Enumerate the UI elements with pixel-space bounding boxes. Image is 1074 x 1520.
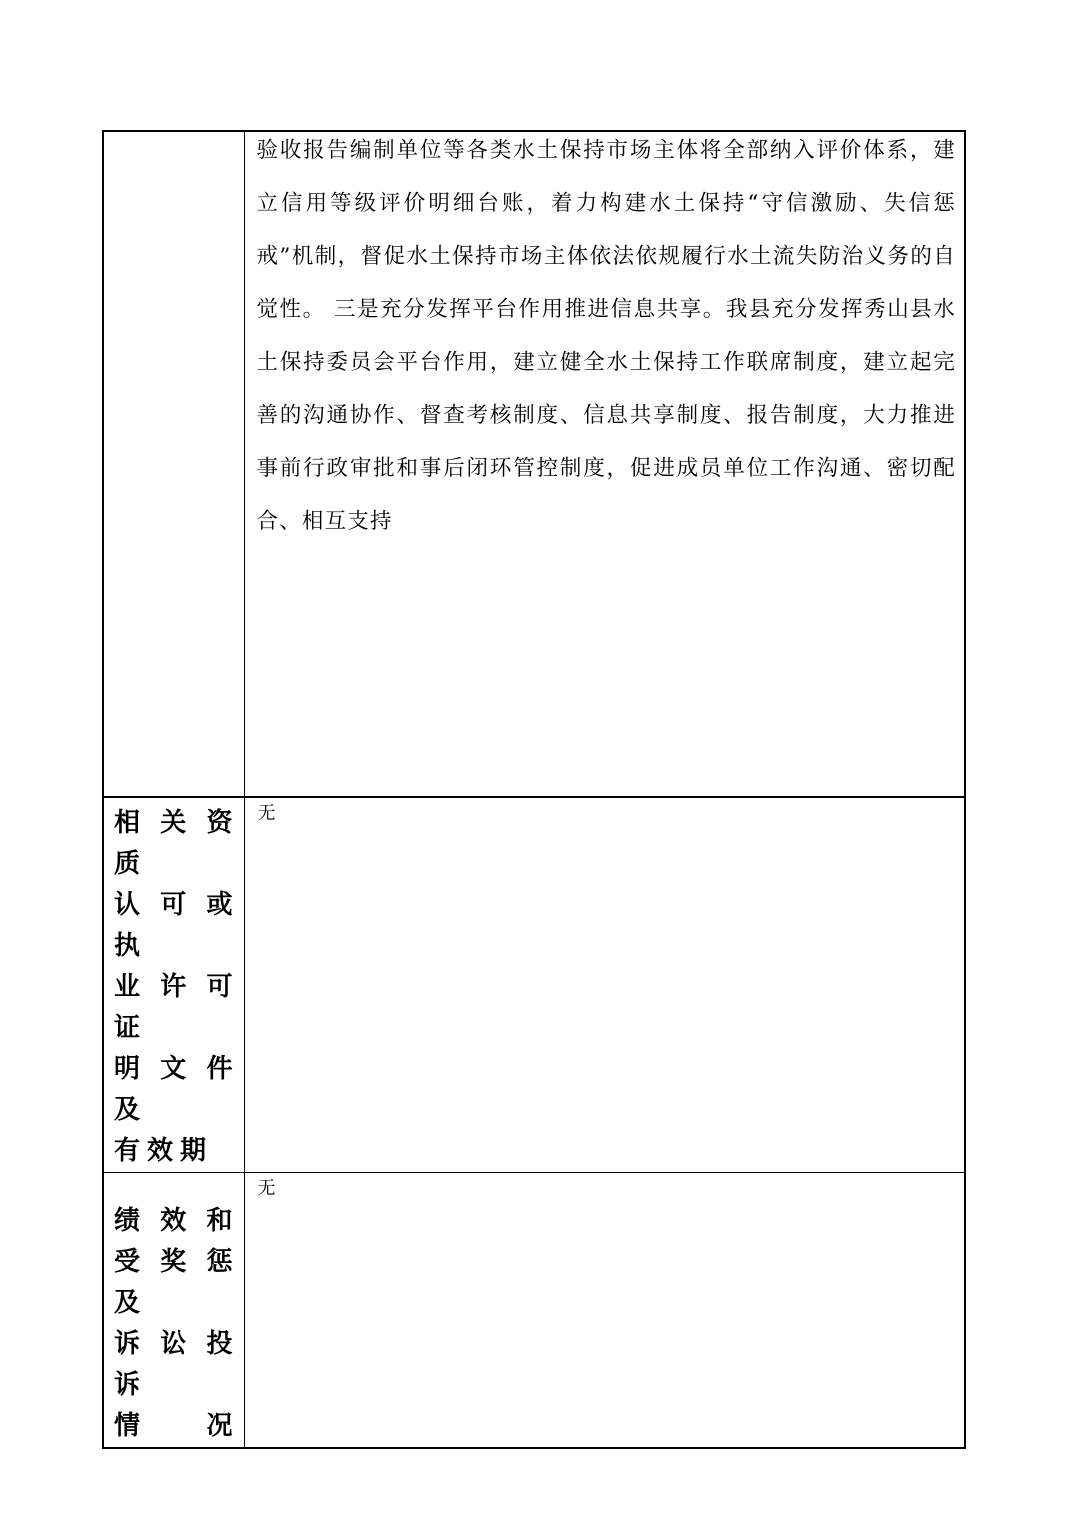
label-line: 明文件及 (114, 1054, 240, 1125)
info-table (102, 130, 966, 1449)
section-body-text: 验收报告编制单位等各类水土保持市场主体将全部纳入评价体系，建立信用等级评价明细台账，着力构建水土保持“守信激励、失信惩戒”机制，督促水土保持市场主体依法依规履行水土流失防治义务的自觉性。 三是充分发挥平台作用推进信息共享。我县充分发挥秀山县水土保持委员会平台作用，建立健全水土保持工作联席制度，建立起完善的沟通协作、督查考核制度、信息共享制度、报告制度，大力推进事前行政审批和事后闭环管控制度，促进成员单位工作沟通、密切配合、相互支持 (256, 138, 956, 534)
table-row (103, 1173, 965, 1449)
label-line: 认可或执 (114, 890, 240, 961)
label-line: 绩效和 (114, 1206, 240, 1236)
qualification-value: 无 (257, 803, 276, 824)
label-line: 诉讼投诉 (114, 1329, 240, 1400)
performance-value: 无 (257, 1178, 276, 1199)
qualification-value-cell (244, 797, 965, 1173)
table-row (103, 131, 965, 797)
label-line: 受奖惩及 (114, 1247, 240, 1318)
performance-value-cell (244, 1173, 965, 1449)
label-line: 有效期 (114, 1136, 214, 1166)
empty-label-cell (103, 131, 244, 797)
qualification-label (104, 798, 244, 1172)
qualification-label-cell (103, 797, 244, 1173)
label-line: 情况 (114, 1411, 240, 1441)
label-line: 相关资质 (114, 808, 240, 879)
performance-label (104, 1173, 244, 1447)
performance-label-cell (103, 1173, 244, 1449)
content-cell (244, 131, 965, 797)
table-row (103, 797, 965, 1173)
label-line: 业许可证 (114, 972, 240, 1043)
